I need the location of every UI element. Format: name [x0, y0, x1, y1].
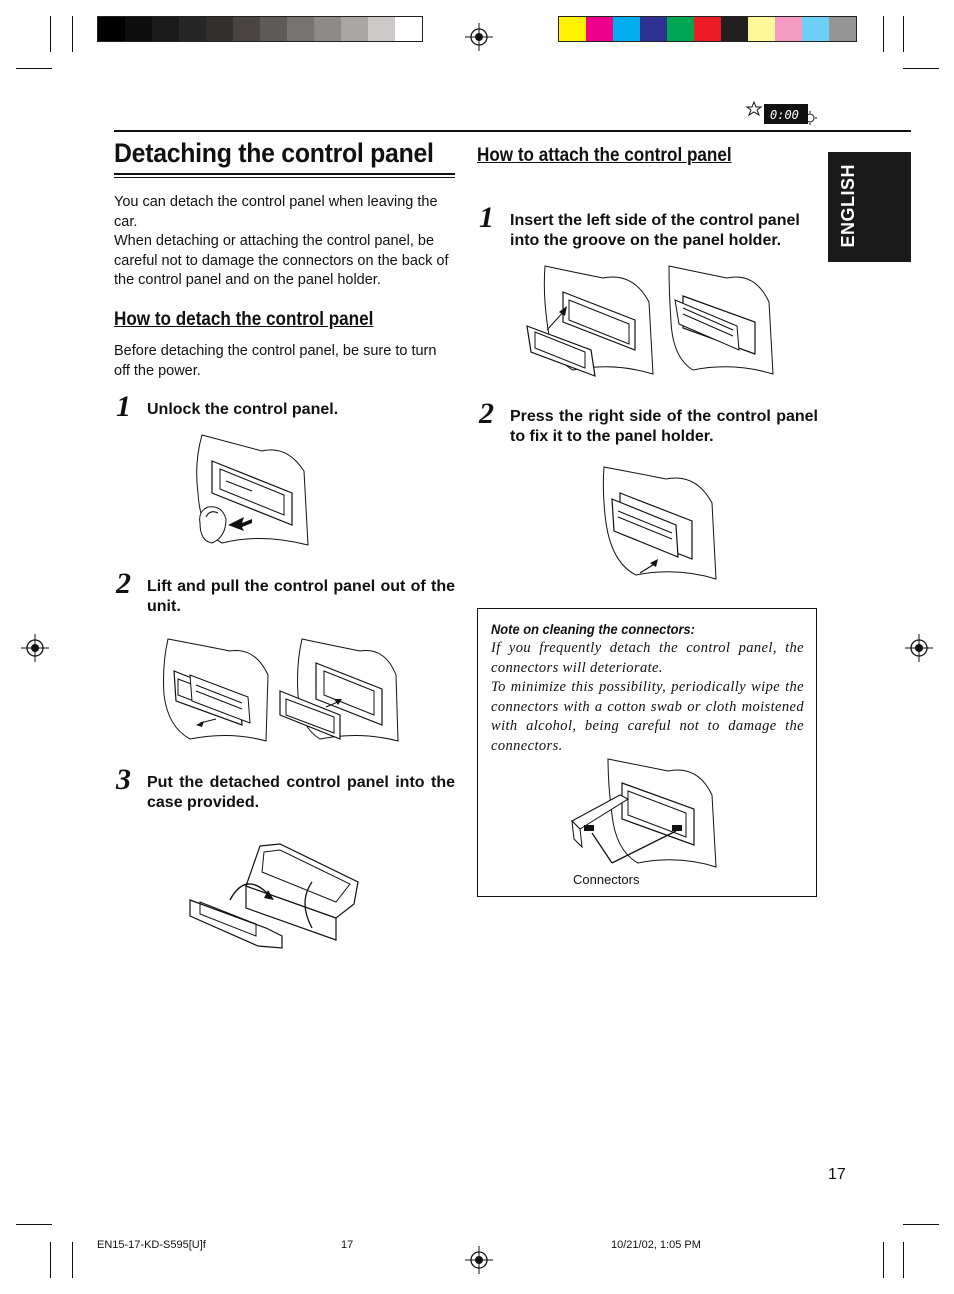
- crop-mark: [903, 16, 904, 52]
- step-number: 3: [116, 763, 131, 796]
- language-tab: [828, 152, 911, 262]
- step-number: 1: [116, 390, 131, 423]
- detach-heading: How to detach the control panel: [114, 309, 374, 330]
- insert-panel-illustration: [523, 262, 778, 382]
- crop-mark: [903, 68, 939, 69]
- unlock-panel-illustration: [192, 433, 312, 548]
- grayscale-calibration-strip: [97, 16, 423, 42]
- crop-mark: [16, 1224, 52, 1225]
- registration-mark-icon: [905, 634, 933, 662]
- calibration-swatch: [260, 17, 287, 41]
- color-calibration-strip: [558, 16, 857, 42]
- footer-page: 17: [341, 1239, 354, 1251]
- step-text: Unlock the control panel.: [147, 401, 339, 418]
- calibration-swatch: [694, 17, 721, 41]
- title-underline: [114, 177, 455, 178]
- attach-heading: How to attach the control panel: [477, 145, 732, 166]
- crop-mark: [72, 16, 73, 52]
- registration-mark-icon: [465, 23, 493, 51]
- clock-display-icon: [748, 100, 818, 126]
- step-text: Lift and pull the control panel out of the unit.: [147, 578, 455, 615]
- calibration-swatch: [233, 17, 260, 41]
- crop-mark: [883, 16, 884, 52]
- calibration-swatch: [775, 17, 802, 41]
- calibration-swatch: [341, 17, 368, 41]
- crop-mark: [883, 1242, 884, 1278]
- step-number: 2: [479, 397, 494, 430]
- calibration-swatch: [586, 17, 613, 41]
- detach-precaution: Before detaching the control panel, be sure to turn off the power.: [114, 343, 437, 379]
- crop-mark: [903, 1242, 904, 1278]
- step-number: 1: [479, 201, 494, 234]
- step-text: Insert the left side of the control panel into the groove on the panel holder.: [510, 212, 800, 249]
- calibration-swatch: [721, 17, 748, 41]
- press-panel-illustration: [596, 463, 721, 583]
- language-tab-label: ENGLISH: [838, 164, 858, 248]
- registration-mark-icon: [21, 634, 49, 662]
- step-text: Put the detached control panel into the case provided.: [147, 774, 455, 811]
- cleaning-note-paragraph: If you frequently detach the control panel, the connectors will deteriorate.: [491, 640, 804, 676]
- crop-mark: [16, 68, 52, 69]
- panel-case-illustration: [186, 842, 361, 952]
- step-number: 2: [116, 567, 131, 600]
- calibration-swatch: [559, 17, 586, 41]
- page-title: Detaching the control panel: [114, 138, 434, 168]
- crop-mark: [50, 1242, 51, 1278]
- crop-mark: [72, 1242, 73, 1278]
- cleaning-note-title: Note on cleaning the connectors:: [491, 621, 695, 637]
- calibration-swatch: [98, 17, 125, 41]
- connectors-label: Connectors: [573, 872, 640, 887]
- crop-mark: [50, 16, 51, 52]
- calibration-swatch: [368, 17, 395, 41]
- calibration-swatch: [287, 17, 314, 41]
- step-text: Press the right side of the control panel to fix it to the panel holder.: [510, 408, 818, 445]
- calibration-swatch: [802, 17, 829, 41]
- calibration-swatch: [179, 17, 206, 41]
- calibration-swatch: [152, 17, 179, 41]
- footer-filename: EN15-17-KD-S595[U]f: [97, 1239, 206, 1251]
- header-rule: [114, 130, 911, 132]
- calibration-swatch: [748, 17, 775, 41]
- calibration-swatch: [613, 17, 640, 41]
- title-underline: [114, 173, 455, 175]
- cleaning-note-paragraph: To minimize this possibility, periodically wipe the connectors with a cotton swab or cloth moistened with alcohol, being careful not to damage the connectors.: [491, 679, 804, 754]
- calibration-swatch: [314, 17, 341, 41]
- svg-text:0:00: 0:00: [770, 108, 799, 122]
- page-number: 17: [828, 1166, 846, 1183]
- calibration-swatch: [640, 17, 667, 41]
- calibration-swatch: [395, 17, 422, 41]
- calibration-swatch: [206, 17, 233, 41]
- calibration-swatch: [125, 17, 152, 41]
- intro-paragraph: You can detach the control panel when leaving the car.: [114, 194, 438, 230]
- calibration-swatch: [667, 17, 694, 41]
- crop-mark: [903, 1224, 939, 1225]
- calibration-swatch: [829, 17, 856, 41]
- footer-timestamp: 10/21/02, 1:05 PM: [611, 1239, 701, 1251]
- pull-panel-illustration: [160, 635, 405, 747]
- registration-mark-icon: [465, 1246, 493, 1274]
- connectors-illustration: [568, 755, 723, 870]
- intro-paragraph: When detaching or attaching the control panel, be careful not to damage the connectors on the back of the control panel and on the panel holder.: [114, 233, 449, 288]
